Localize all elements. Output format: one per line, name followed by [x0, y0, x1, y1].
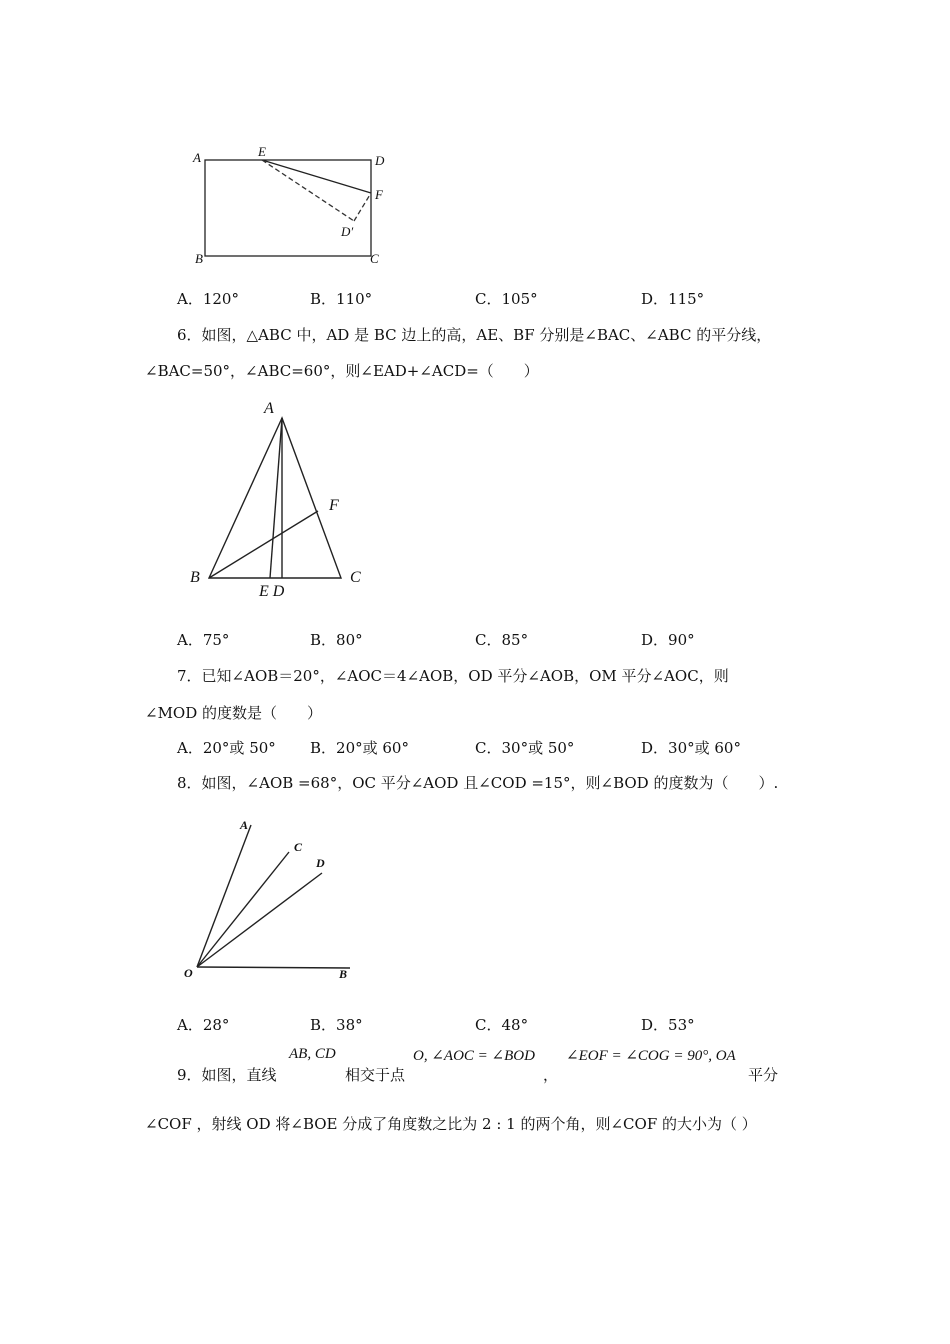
q5-option-b: B．110° [310, 290, 373, 308]
q7-option-a: A．20°或 50° [177, 739, 276, 757]
q9-bisect-text: 平分 [748, 1066, 779, 1084]
q7-option-c: C．30°或 50° [475, 739, 575, 757]
q6-stem-line1: 6．如图，△ABC 中，AD 是 BC 边上的高，AE、BF 分别是∠BAC、∠ABC 的平分线， [177, 326, 772, 344]
q7-option-b: B．20°或 60° [310, 739, 409, 757]
fig8-label-b: B [339, 967, 348, 981]
q6-option-b: B．80° [310, 631, 363, 649]
q9-prefix: 9．如图，直线 [177, 1066, 277, 1084]
q9-expr1: O, ∠AOC = ∠BOD [413, 1048, 535, 1064]
q6-option-d: D．90° [641, 631, 695, 649]
q9-stem-line2: ∠COF ，射线 OD 将∠BOE 分成了角度数之比为 2 : 1 的两个角，则∠COF 的大小为（ ） [145, 1115, 757, 1133]
fig8-label-c: C [294, 840, 303, 854]
q7-option-d: D．30°或 60° [641, 739, 741, 757]
q9-intersect-text: 相交于点 [345, 1066, 406, 1084]
q5-option-d: D．115° [641, 290, 705, 308]
q8-option-c: C．48° [475, 1016, 529, 1034]
fig5-label-b: B [195, 251, 203, 266]
q8-option-d: D．53° [641, 1016, 695, 1034]
q8-option-b: B．38° [310, 1016, 363, 1034]
q5-option-c: C．105° [475, 290, 538, 308]
fig8-label-d: D [316, 856, 325, 870]
fig5-label-a: A [193, 150, 201, 165]
q6-stem-line2: ∠BAC=50°，∠ABC=60°，则∠EAD+∠ACD=（ ） [145, 362, 539, 380]
q9-expr2: ∠EOF = ∠COG = 90°, OA [566, 1048, 736, 1064]
fig5-label-e: E [258, 144, 266, 159]
q5-option-a: A．120° [177, 290, 239, 308]
fig6-label-b: B [190, 569, 200, 586]
fig8-label-o: O [184, 966, 193, 980]
fig5-label-f: F [375, 187, 383, 202]
fig8-label-a: A [240, 818, 249, 832]
q7-stem-line1: 7．已知∠AOB＝20°，∠AOC＝4∠AOB，OD 平分∠AOB，OM 平分∠AOC，则 [177, 667, 729, 685]
fig5-label-d: D [375, 153, 385, 168]
fig6-label-a: A [264, 400, 274, 417]
fig6-label-f: F [329, 497, 339, 514]
q8-stem: 8．如图，∠AOB =68°，OC 平分∠AOD 且∠COD =15°，则∠BOD 的度数为（ ）. [177, 774, 779, 792]
q6-option-c: C．85° [475, 631, 529, 649]
q7-stem-line2: ∠MOD 的度数是（ ） [145, 704, 323, 722]
q9-lines-ab-cd: AB, CD [289, 1046, 336, 1062]
fig6-label-c: C [350, 569, 361, 586]
q9-comma: ， [543, 1066, 559, 1084]
fig5-label-c: C [370, 251, 379, 266]
fig6-label-ed: E D [259, 583, 285, 600]
q8-option-a: A．28° [177, 1016, 230, 1034]
fig5-label-dprime: D′ [341, 224, 354, 239]
q6-option-a: A．75° [177, 631, 230, 649]
